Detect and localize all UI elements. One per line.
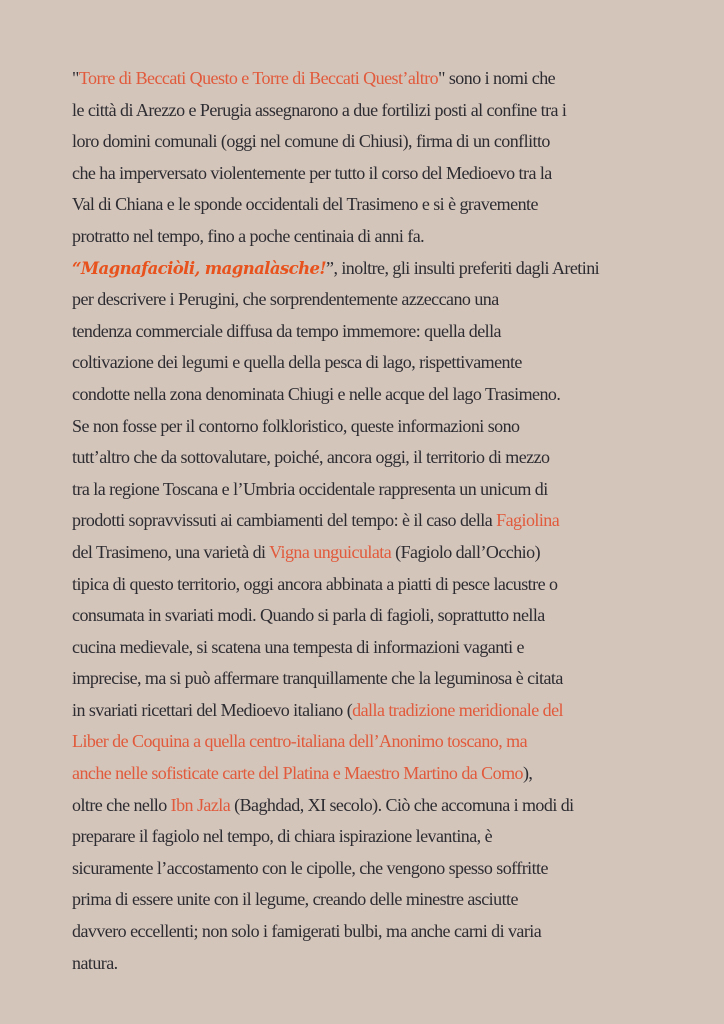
body-text: oltre che nello — [72, 794, 171, 815]
text-line — [72, 569, 652, 601]
body-text: sicuramente l’accostamento con le cipolle, che vengono spesso soffritte — [72, 857, 548, 878]
text-line — [72, 632, 652, 664]
body-text: prima di essere unite con il legume, creando delle minestre asciutte — [72, 889, 518, 910]
body-text: (Baghdad, XI secolo). Ciò che accomuna i modi di — [230, 794, 574, 815]
text-line — [72, 726, 652, 758]
body-text: cucina medievale, si scatena una tempesta di informazioni vaganti e — [72, 636, 524, 657]
text-line — [72, 442, 652, 474]
text-line — [72, 948, 652, 980]
body-text: che ha imperversato violentemente per tutto il corso del Medioevo tra la — [72, 162, 552, 183]
body-text: Se non fosse per il contorno folkloristico, queste informazioni sono — [72, 415, 520, 436]
inline-link[interactable]: Liber de Coquina a quella centro-italiana dell’Anonimo toscano, ma — [72, 731, 528, 752]
body-text: protratto nel tempo, fino a poche centinaia di anni fa. — [72, 225, 425, 246]
text-line — [72, 63, 652, 95]
article-body — [72, 63, 652, 979]
text-line — [72, 537, 652, 569]
body-text: in svariati ricettari del Medioevo italiano ( — [72, 699, 353, 720]
text-line — [72, 95, 652, 127]
body-text: " — [72, 68, 79, 88]
text-line — [72, 884, 652, 916]
text-line — [72, 189, 652, 221]
text-line — [72, 379, 652, 411]
text-line — [72, 821, 652, 853]
body-text: davvero eccellenti; non solo i famigerati bulbi, ma anche carni di varia — [72, 921, 542, 942]
body-text: le città di Arezzo e Perugia assegnarono a due fortilizi posti al confine tra i — [72, 99, 567, 120]
body-text: per descrivere i Perugini, che sorprendentemente azzeccano una — [72, 289, 499, 310]
body-text: tipica di questo territorio, oggi ancora abbinata a piatti di pesce lacustre o — [72, 573, 558, 594]
body-text: coltivazione dei legumi e quella della pesca di lago, rispettivamente — [72, 352, 522, 373]
text-line — [72, 411, 652, 443]
body-text: imprecise, ma si può affermare tranquillamente che la leguminosa è citata — [72, 668, 563, 689]
text-line — [72, 221, 652, 253]
body-text: Val di Chiana e le sponde occidentali del Trasimeno e si è gravemente — [72, 194, 538, 215]
text-line — [72, 505, 652, 537]
body-text: del Trasimeno, una varietà di — [72, 541, 270, 562]
body-text: (Fagiolo dall’Occhio) — [391, 541, 541, 562]
inline-link[interactable]: Vigna unguiculata — [269, 541, 392, 562]
text-line — [72, 916, 652, 948]
inline-link[interactable]: anche nelle sofisticate carte del Platina e Maestro Martino da Como — [72, 763, 523, 784]
text-line — [72, 126, 652, 158]
body-text: ”, inoltre, gli insulti preferiti dagli Aretini — [326, 257, 600, 278]
text-line — [72, 158, 652, 190]
text-line — [72, 853, 652, 885]
text-line — [72, 790, 652, 822]
text-line — [72, 663, 652, 695]
body-text: " sono i nomi che — [438, 68, 556, 88]
text-line — [72, 284, 652, 316]
text-line — [72, 253, 652, 285]
text-line — [72, 474, 652, 506]
body-text: tra la regione Toscana e l’Umbria occidentale rappresenta un unicum di — [72, 478, 548, 499]
body-text: tutt’altro che da sottovalutare, poiché, ancora oggi, il territorio di mezzo — [72, 447, 550, 468]
inline-link[interactable]: Fagiolina — [496, 510, 560, 531]
body-text: consumata in svariati modi. Quando si parla di fagioli, soprattutto nella — [72, 605, 545, 626]
body-text: tendenza commerciale diffusa da tempo immemore: quella della — [72, 320, 501, 341]
inline-link[interactable]: Torre di Beccati Questo e Torre di Beccati Quest’altro — [78, 68, 439, 88]
body-text: ), — [522, 763, 533, 784]
inline-link[interactable]: Ibn Jazla — [170, 794, 231, 815]
text-line — [72, 758, 652, 790]
accent-phrase: “Magnafaciòli, magnalàsche! — [72, 258, 327, 278]
body-text: natura. — [72, 952, 118, 973]
body-text: prodotti sopravvissuti ai cambiamenti del tempo: è il caso della — [72, 510, 497, 531]
text-line — [72, 695, 652, 727]
text-line — [72, 600, 652, 632]
inline-link[interactable]: dalla tradizione meridionale del — [352, 699, 563, 720]
body-text: loro domini comunali (oggi nel comune di Chiusi), firma di un conflitto — [72, 131, 550, 152]
text-line — [72, 347, 652, 379]
text-line — [72, 316, 652, 348]
body-text: preparare il fagiolo nel tempo, di chiara ispirazione levantina, è — [72, 826, 493, 847]
body-text: condotte nella zona denominata Chiugi e nelle acque del lago Trasimeno. — [72, 383, 561, 404]
